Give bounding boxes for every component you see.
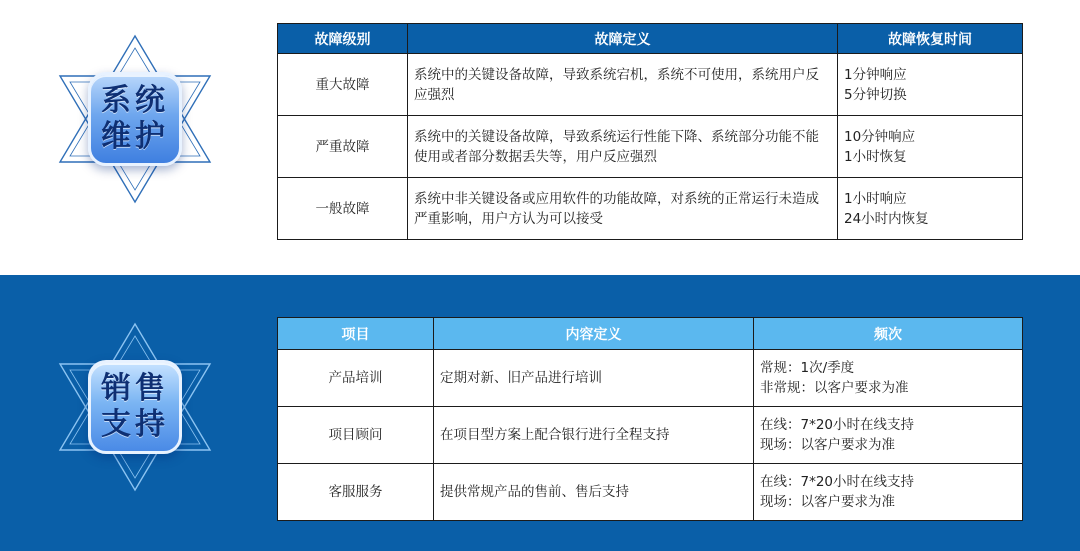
sales-support-table [277,317,1023,521]
table-row [278,407,1023,464]
table-row [278,350,1023,407]
header-frequency: 频次 [754,318,1023,350]
header-recovery-time: 故障恢复时间 [838,24,1023,54]
item-cell: 产品培训 [278,350,434,407]
table-header-row [278,24,1023,54]
badge-line1: 销售 [101,371,169,406]
item-cell: 项目顾问 [278,407,434,464]
frequency-cell [754,407,1023,464]
frequency-cell [754,350,1023,407]
badge-tile [88,360,182,454]
frequency-line: 在线：7*20小时在线支持 [760,417,915,433]
header-fault-level: 故障级别 [278,24,408,54]
recovery-line: 5分钟切换 [844,86,907,103]
frequency-cell [754,464,1023,521]
frequency-line: 现场：以客户要求为准 [760,494,895,510]
table-row [278,464,1023,521]
content-cell: 提供常规产品的售前、售后支持 [434,464,754,521]
badge-line1: 系统 [101,83,169,118]
fault-level-cell: 严重故障 [278,116,408,178]
fault-definition-cell: 系统中的关键设备故障，导致系统运行性能下降、系统部分功能不能使用或者部分数据丢失等，用户反应强烈 [408,116,838,178]
recovery-line: 24小时内恢复 [844,210,929,227]
sales-support-badge [50,322,220,492]
frequency-line: 在线：7*20小时在线支持 [760,474,915,490]
table-row [278,178,1023,240]
fault-definition-cell: 系统中的关键设备故障，导致系统宕机，系统不可使用，系统用户反应强烈 [408,54,838,116]
fault-level-cell: 一般故障 [278,178,408,240]
table-row [278,116,1023,178]
header-fault-definition: 故障定义 [408,24,838,54]
table-header-row [278,318,1023,350]
system-maintenance-badge [50,34,220,204]
recovery-line: 10分钟响应 [844,128,916,145]
recovery-line: 1小时响应 [844,190,907,207]
header-content: 内容定义 [434,318,754,350]
recovery-time-cell [838,54,1023,116]
frequency-line: 常规：1次/季度 [760,360,855,376]
item-cell: 客服服务 [278,464,434,521]
table-row [278,54,1023,116]
fault-definition-cell: 系统中非关键设备或应用软件的功能故障，对系统的正常运行未造成严重影响，用户方认为可以接受 [408,178,838,240]
fault-level-cell: 重大故障 [278,54,408,116]
fault-level-table [277,23,1023,240]
frequency-line: 非常规：以客户要求为准 [760,380,909,396]
frequency-line: 现场：以客户要求为准 [760,437,895,453]
recovery-time-cell [838,178,1023,240]
content-cell: 在项目型方案上配合银行进行全程支持 [434,407,754,464]
header-item: 项目 [278,318,434,350]
badge-tile [88,72,182,166]
recovery-line: 1分钟响应 [844,66,907,83]
recovery-line: 1小时恢复 [844,148,907,165]
content-cell: 定期对新、旧产品进行培训 [434,350,754,407]
badge-line2: 维护 [101,119,169,154]
badge-line2: 支持 [101,407,169,442]
recovery-time-cell [838,116,1023,178]
